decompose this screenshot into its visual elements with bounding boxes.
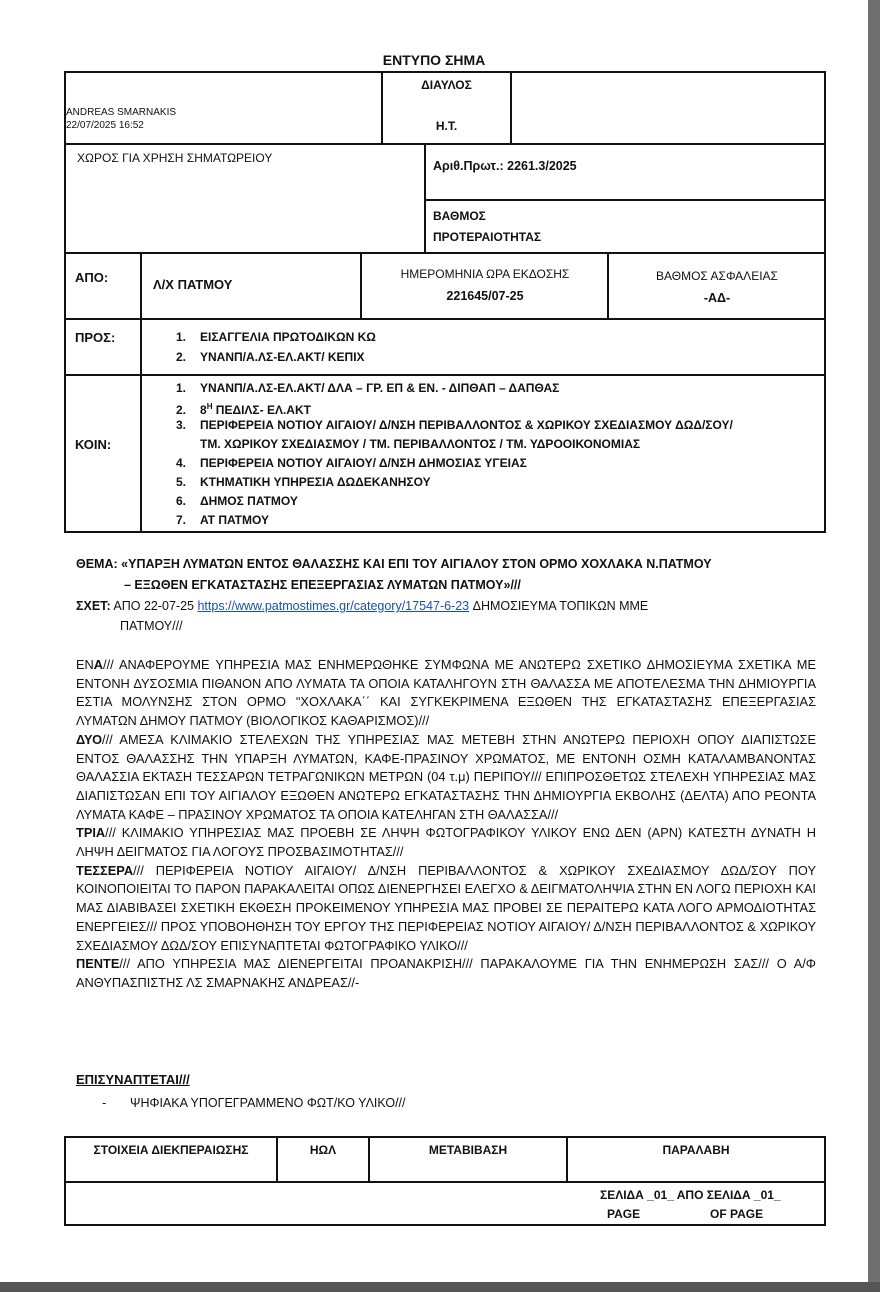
row-divider (64, 143, 826, 145)
subject-text: «ΥΠΑΡΞΗ ΛΥΜΑΤΩΝ ΕΝΤΟΣ ΘΑΛΑΣΣΗΣ ΚΑΙ ΕΠΙ ΤΟΥ ΑΙΓΙΑΛΟΥ ΣΤΟΝ ΟΡΜΟ ΧΟΧΛΑΚΑ Ν.ΠΑΤΜΟΥ (121, 557, 712, 571)
of-page-label: OF PAGE (710, 1207, 764, 1221)
reference-label: ΣΧΕΤ: (76, 599, 111, 613)
reference-link[interactable]: https://www.patmostimes.gr/category/17547-6-23 (197, 599, 470, 613)
cc-item-continued: ΤΜ. ΧΩΡΙΚΟΥ ΣΧΕΔΙΑΣΜΟΥ / ΤΜ. ΠΕΡΙΒΑΛΛΟΝΤΟΣ / ΤΜ. ΥΔΡΟΟΙΚΟΝΟΜΙΑΣ (200, 437, 641, 451)
row-divider (424, 199, 826, 201)
transmission-label: ΜΕΤΑΒΙΒΑΣΗ (428, 1143, 508, 1157)
from-label: ΑΠΟ: (75, 270, 109, 285)
cc-item: 6. ΔΗΜΟΣ ΠΑΤΜΟΥ (176, 494, 298, 508)
page-counter: ΣΕΛΙΔΑ _01_ ΑΠΟ ΣΕΛΙΔΑ _01_ (600, 1188, 781, 1202)
issue-datetime-value: 221645/07-25 (446, 289, 524, 303)
protocol-number: Αριθ.Πρωτ.: 2261.3/2025 (433, 159, 577, 173)
signal-room-label: ΧΩΡΟΣ ΓΙΑ ΧΡΗΣΗ ΣΗΜΑΤΩΡΕΙΟΥ (77, 151, 273, 165)
paragraph-three: ΤΡΙΑ/// ΚΛΙΜΑΚΙΟ ΥΠΗΡΕΣΙΑΣ ΜΑΣ ΠΡΟΕΒΗ ΣΕ ΛΗΨΗ ΦΩΤΟΓΡΑΦΙΚΟΥ ΥΛΙΚΟΥ ΕΝΩ ΔΕΝ (ΑΡΝ) ΚΑΤΕΣΤΗ ΔΥΝΑΤΗ Η ΛΗΨΗ ΔΕΙΓΜΑΤΟΣ ΓΙΑ ΛΟΓΟΥΣ ΠΡΟΣΒΑΣΙΜΟΤΗΤΑΣ/// (76, 825, 816, 860)
paragraph-two: ΔΥΟ/// ΑΜΕΣΑ ΚΛΙΜΑΚΙΟ ΣΤΕΛΕΧΩΝ ΤΗΣ ΥΠΗΡΕΣΙΑΣ ΜΑΣ ΜΕΤΕΒΗ ΣΤΗΝ ΑΝΩΤΕΡΩ ΠΕΡΙΟΧΗ ΟΠΟΥ ΔΙΑΠΙΣΤΩΣΕ ΕΝΤΟΣ ΘΑΛΑΣΣΗΣ ΤΗΝ ΥΠΑΡΞΗ ΛΥΜΑΤΩΝ, ΚΑΦΕ-ΠΡΑΣΙΝΟΥ ΧΡΩΜΑΤΟΣ, ΜΕ ΕΝΤΟΝΗ ΟΣΜΗ ΚΑΤΑΛΑΜΒΑΝΟΝΤΑΣ ΘΑΛΑΣΣΙΑ ΕΚΤΑΣΗ ΤΕΣΣΑΡΩΝ ΤΕΤΡΑΓΩΝΙΚΩΝ ΜΕΤΡΩΝ (04 τ.μ) ΠΕΡΙΠΟΥ/// ΕΠΙΠΡΟΣΘΕΤΩΣ ΣΤΕΛΕΧΗ ΥΠΗΡΕΣΙΑΣ ΜΑΣ ΔΙΑΠΙΣΤΩΣΑΝ ΕΠΙ ΤΟΥ ΑΙΓΙΑΛΟΥ ΕΞΩΘΕΝ ΑΝΩΤΕΡΩ ΕΓΚΑΤΑΣΤΑΣΗΣ ΤΗΝ ΔΗΜΙΟΥΡΓΙΑ ΕΚΒΟΛΗΣ (ΔΕΛΤΑ) ΑΠΟ ΡΕΟΝΤΑ ΛΥΜΑΤΑ ΚΑΦΕ – ΠΡΑΣΙΝΟΥ ΧΡΩΜΑΤΟΣ ΤΑ ΟΠΟΙΑ ΚΑΤΕΛΗΓΑΝ ΣΤΗ ΘΑΛΑΣΣΑ/// (76, 731, 816, 822)
cc-item: 7. ΑΤ ΠΑΤΜΟΥ (176, 513, 269, 527)
subject-label: ΘΕΜΑ: (76, 557, 118, 571)
cc-item: 5. ΚΤΗΜΑΤΙΚΗ ΥΠΗΡΕΣΙΑ ΔΩΔΕΚΑΝΗΣΟΥ (176, 475, 431, 489)
to-item: 2. ΥΝΑΝΠ/Α.ΛΣ-ΕΛ.ΑΚΤ/ ΚΕΠΙΧ (176, 350, 365, 364)
sender-name: ANDREAS SMARNAKIS (66, 107, 177, 118)
attachment-item: ΨΗΦΙΑΚΑ ΥΠΟΓΕΓΡΑΜΜΕΝΟ ΦΩΤ/ΚΟ ΥΛΙΚΟ/// (130, 1096, 406, 1110)
security-level-value: -ΑΔ- (703, 291, 731, 305)
table-border-top (64, 71, 826, 73)
footer-border-right (824, 1136, 826, 1226)
row-divider (64, 252, 826, 254)
form-title: ΕΝΤΥΠΟ ΣΗΜΑ (382, 52, 486, 68)
cc-item: 3. ΠΕΡΙΦΕΡΕΙΑ ΝΟΤΙΟΥ ΑΙΓΑΙΟΥ/ Δ/ΝΣΗ ΠΕΡΙΒΑΛΛΟΝΤΟΣ & ΧΩΡΙΚΟΥ ΣΧΕΔΙΑΣΜΟΥ ΔΩΔ/ΣΟΥ/ (176, 418, 733, 432)
col-divider (360, 252, 362, 319)
issue-datetime-label: ΗΜΕΡΟΜΗΝΙΑ ΩΡΑ ΕΚΔΟΣΗΣ (400, 267, 570, 281)
page-label: PAGE (607, 1207, 641, 1221)
window-edge-bottom (0, 1282, 880, 1292)
attachment-bullet: - (102, 1096, 107, 1110)
attachments-title: ΕΠΙΣΥΝΑΠΤΕΤΑΙ/// (76, 1072, 190, 1087)
security-level-label: ΒΑΘΜΟΣ ΑΣΦΑΛΕΙΑΣ (656, 269, 778, 283)
paragraph-five: ΠΕΝΤΕ/// ΑΠΟ ΥΠΗΡΕΣΙΑ ΜΑΣ ΔΙΕΝΕΡΓΕΙΤΑΙ ΠΡΟΑΝΑΚΡΙΣΗ/// ΠΑΡΑΚΑΛΟΥΜΕ ΓΙΑ ΤΗΝ ΕΝΗΜΕΡΩΣΗ ΣΑΣ/// Ο Α/Φ ΑΝΘΥΠΑΣΠΙΣΤΗΣ ΛΣ ΣΜΑΡΝΑΚΗΣ ΑΝΔΡΕΑΣ//- (76, 956, 816, 990)
col-divider (607, 252, 609, 319)
processing-label: ΣΤΟΙΧΕΙΑ ΔΙΕΚΠΕΡΑΙΩΣΗΣ (93, 1143, 249, 1157)
col-divider (140, 252, 142, 532)
col-divider (424, 143, 426, 253)
hol-label: ΗΩΛ (309, 1143, 337, 1157)
message-body (76, 656, 816, 993)
table-border-left (64, 71, 66, 532)
to-label: ΠΡΟΣ: (75, 330, 116, 345)
channel-label: ΔΙΑΥΛΟΣ (421, 78, 472, 92)
cc-item: 1. ΥΝΑΝΠ/Α.ΛΣ-ΕΛ.ΑΚΤ/ ΔΛΑ – ΓΡ. ΕΠ & ΕΝ. - ΔΙΠΘΑΠ – ΔΑΠΘΑΣ (176, 381, 560, 395)
cc-item: 4. ΠΕΡΙΦΕΡΕΙΑ ΝΟΤΙΟΥ ΑΙΓΑΙΟΥ/ Δ/ΝΣΗ ΔΗΜΟΣΙΑΣ ΥΓΕΙΑΣ (176, 456, 527, 470)
cc-label: ΚΟΙΝ: (75, 437, 112, 452)
sender-datetime: 22/07/2025 16:52 (66, 120, 144, 131)
footer-row-divider (64, 1181, 826, 1183)
channel-value: Η.Τ. (435, 119, 458, 133)
priority-label: ΒΑΘΜΟΣ (433, 209, 486, 223)
from-value: Λ/Χ ΠΑΤΜΟΥ (153, 277, 233, 292)
row-divider (64, 531, 826, 533)
footer-border-top (64, 1136, 826, 1138)
to-item: 1. ΕΙΣΑΓΓΕΛΙΑ ΠΡΩΤΟΔΙΚΩΝ ΚΩ (176, 330, 376, 344)
paragraph-four: ΤΕΣΣΕΡΑ/// ΠΕΡΙΦΕΡΕΙΑ ΝΟΤΙΟΥ ΑΙΓΑΙΟΥ/ Δ/ΝΣΗ ΠΕΡΙΒΑΛΛΟΝΤΟΣ & ΧΩΡΙΚΟΥ ΣΧΕΔΙΑΣΜΟΥ ΔΩΔ/ΣΟΥ ΠΟΥ ΚΟΙΝΟΠΟΙΕΙΤΑΙ ΤΟ ΠΑΡΟΝ ΠΑΡΑΚΑΛΕΙΤΑΙ ΟΠΩΣ ΔΙΕΝΕΡΓΗΣΕΙ ΕΛΕΓΧΟ & ΔΕΙΓΜΑΤΟΛΗΨΙΑ ΣΤΗΝ ΕΝ ΛΟΓΩ ΠΕΡΙΟΧΗ ΚΑΙ ΜΑΣ ΔΙΑΒΙΒΑΣΕΙ ΣΧΕΤΙΚΗ ΕΚΘΕΣΗ ΠΡΟΚΕΙΜΕΝΟΥ ΥΠΗΡΕΣΙΑ ΜΑΣ ΠΡΟΒΕΙ ΣΕ ΠΕΡΑΙΤΕΡΩ ΚΑΤΑ ΛΟΓΟ ΑΡΜΟΔΙΟΤΗΤΑΣ ΕΝΕΡΓΕΙΕΣ/// ΠΡΟΣ ΥΠΟΒΟΗΘΗΣΗ ΤΟΥ ΕΡΓΟΥ ΤΗΣ ΠΕΡΙΦΕΡΕΙΑΣ ΝΟΤΙΟΥ ΑΙΓΑΙΟΥ/ Δ/ΝΣΗ ΠΕΡΙΒΑΛΛΟΝΤΟΣ & ΧΩΡΙΚΟΥ ΣΧΕΔΙΑΣΜΟΥ ΔΩΔ/ΣΟΥ ΕΠΙΣΥΝΑΠΤΕΤΑΙ ΦΩΤΟΓΡΑΦΙΚΟ ΥΛΙΚΟ/// (76, 862, 816, 953)
priority-label-2: ΠΡΟΤΕΡΑΙΟΤΗΤΑΣ (433, 230, 542, 244)
footer-border-bottom (64, 1224, 826, 1226)
reference-text-2: ΠΑΤΜΟΥ/// (120, 619, 183, 633)
paragraph-one: ΕΝΑ/// ΑΝΑΦΕΡΟΥΜΕ ΥΠΗΡΕΣΙΑ ΜΑΣ ΕΝΗΜΕΡΩΘΗΚΕ ΣΥΜΦΩΝΑ ΜΕ ΑΝΩΤΕΡΩ ΣΧΕΤΙΚΟ ΔΗΜΟΣΙΕΥΜΑ ΣΧΕΤΙΚΑ ΜΕ ΕΝΤΟΝΗ ΔΥΣΟΣΜΙΑ ΠΙΘΑΝΟΝ ΑΠΟ ΛΥΜΑΤΑ ΤΑ ΟΠΟΙΑ ΚΑΤΑΛΗΓΟΥΝ ΣΤΗ ΘΑΛΑΣΣΑ ΜΕ ΑΠΟΤΕΛΕΣΜΑ ΤΗΝ ΔΗΜΙΟΥΡΓΙΑ ΕΣΤΙΑ ΜΟΛΥΝΣΗΣ ΣΤΟΝ ΟΡΜΟ ʺΧΟΧΛΑΚΑ΄΄ ΚΑΙ ΣΥΓΚΕΚΡΙΜΕΝΑ ΕΞΩΘΕΝ ΤΗΣ ΕΓΚΑΤΑΣΤΑΣΗΣ ΕΠΕΞΕΡΓΑΣΙΑΣ ΛΥΜΑΤΩΝ ΔΗΜΟΥ ΠΑΤΜΟΥ (ΒΙΟΛΟΓΙΚΟΣ ΚΑΘΑΡΙΣΜΟΣ)/// (76, 657, 816, 729)
window-edge-right (868, 0, 880, 1292)
subject-line (76, 556, 712, 572)
subject-text-2: – ΕΞΩΘΕΝ ΕΓΚΑΤΑΣΤΑΣΗΣ ΕΠΕΞΕΡΓΑΣΙΑΣ ΛΥΜΑΤΩΝ ΠΑΤΜΟΥ»/// (124, 578, 521, 592)
reference-line: ΣΧΕΤ: ΑΠΟ 22-07-25 https://www.patmostimes.gr/category/17547-6-23 ΔΗΜΟΣΙΕΥΜΑ ΤΟΠΙΚΩΝ ΜΜΕ (76, 599, 649, 613)
cc-item: 2. $8^H$ ΠΕΔΙΛΣ- ΕΛ.ΑΚΤ (176, 402, 311, 417)
receipt-label: ΠΑΡΑΛΑΒΗ (662, 1143, 730, 1157)
row-divider (64, 318, 826, 320)
row-divider (64, 374, 826, 376)
